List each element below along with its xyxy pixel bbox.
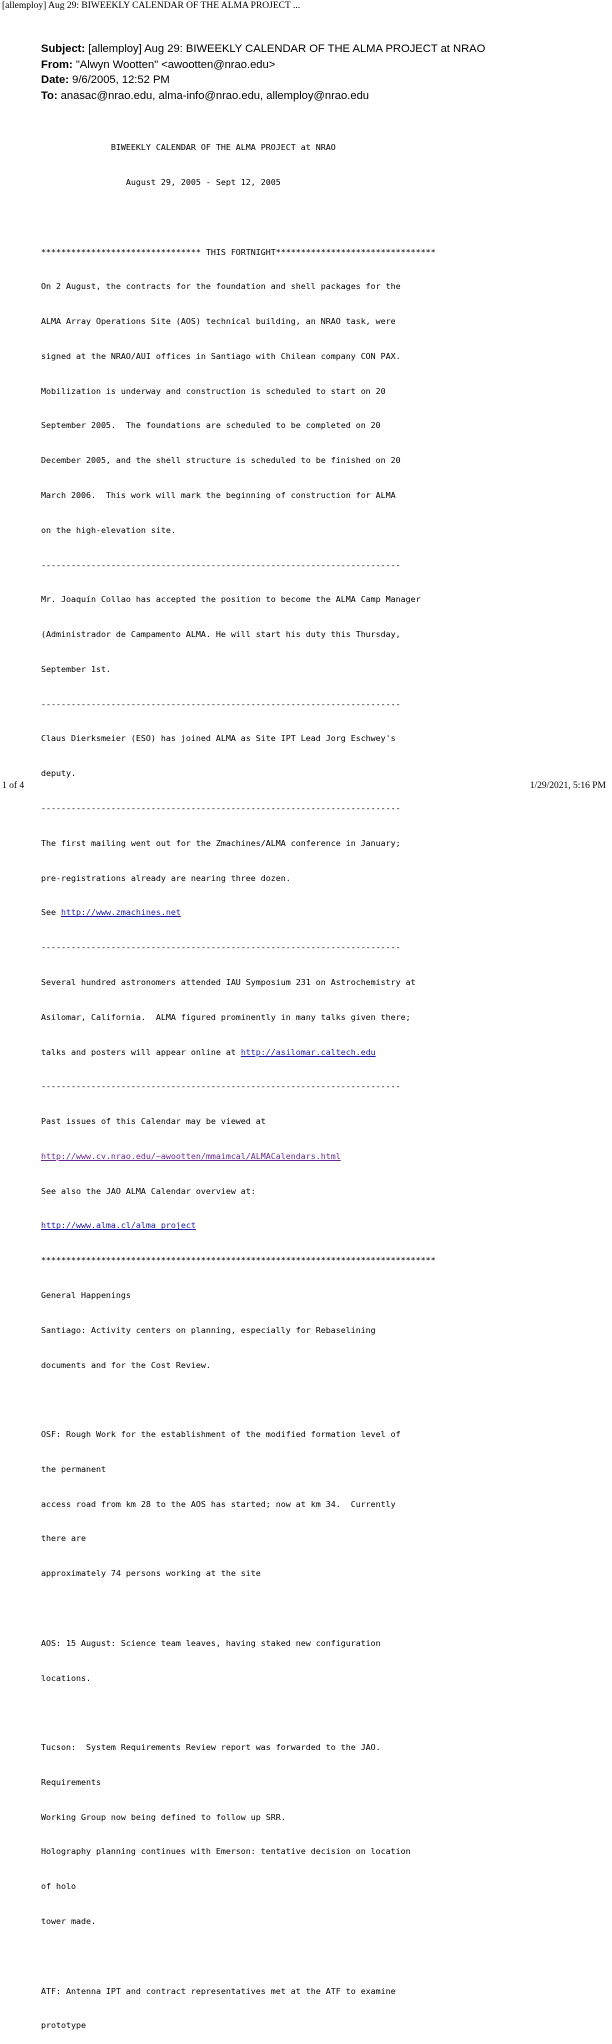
subject-label: Subject: [41, 43, 86, 55]
paragraph-line: there are [41, 1533, 86, 1544]
paragraph-line: OSF: Rough Work for the establishment of the modified formation level of [41, 1429, 401, 1440]
see-text: See [41, 907, 61, 918]
divider: ------------------------------------------------------------------------ [41, 1081, 401, 1092]
to-label: To: [41, 89, 58, 102]
paragraph-line: Mobilization is underway and construction is scheduled to start on 20 [41, 385, 386, 396]
talks-text: talks and posters will appear online at [41, 1046, 241, 1057]
paragraph-line: Working Group now being defined to follow up SRR. [41, 1811, 286, 1822]
paragraph-line: documents and for the Cost Review. [41, 1359, 211, 1370]
paragraph-line: prototype [41, 2020, 86, 2031]
subject-row [41, 42, 485, 58]
calendar-dates: August 29, 2005 - Sept 12, 2005 [41, 176, 281, 187]
paragraph-line: September 2005. The foundations are scheduled to be completed on 20 [41, 420, 381, 431]
fortnight-rule: ******************************** THIS FORTNIGHT******************************** [41, 246, 436, 257]
calendar-title: BIWEEKLY CALENDAR OF THE ALMA PROJECT at NRAO [41, 142, 336, 153]
date-value: 9/6/2005, 12:52 PM [72, 74, 170, 86]
paragraph-line: See also the JAO ALMA Calendar overview at: [41, 1185, 256, 1196]
paragraph-line: September 1st. [41, 663, 111, 674]
section-heading: General Happenings [41, 1289, 131, 1300]
paragraph-line [41, 1047, 436, 1059]
paragraph-line: Several hundred astronomers attended IAU Symposium 231 on Astrochemistry at [41, 976, 416, 987]
paragraph-line: Tucson: System Requirements Review report was forwarded to the JAO. [41, 1742, 381, 1753]
paragraph-line: Past issues of this Calendar may be viewed at [41, 1116, 266, 1127]
paragraph-line: access road from km 28 to the AOS has started; now at km 34. Currently [41, 1498, 396, 1509]
paragraph-line: Claus Dierksmeier (ESO) has joined ALMA as Site IPT Lead Jorg Eschwey's [41, 733, 396, 744]
asilomar-link[interactable]: http://asilomar.caltech.edu [240, 1046, 376, 1057]
to-value: anasac@nrao.edu, alma-info@nrao.edu, allemploy@nrao.edu [60, 89, 370, 102]
spacer [41, 1707, 436, 1719]
paragraph-line: (Administrador de Campamento ALMA. He will start his duty this Thursday, [41, 629, 401, 640]
spacer [41, 1951, 436, 1963]
paragraph-line: Santiago: Activity centers on planning, especially for Rebaselining [41, 1324, 376, 1335]
paragraph-line: pre-registrations already are nearing three dozen. [41, 872, 291, 883]
paragraph-line: On 2 August, the contracts for the foundation and shell packages for the [41, 281, 401, 292]
paragraph-line: ALMA Array Operations Site (AOS) technical building, an NRAO task, were [41, 316, 396, 327]
star-rule: ******************************************************************************* [41, 1255, 436, 1266]
email-headers [41, 42, 485, 104]
divider: ------------------------------------------------------------------------ [41, 698, 401, 709]
paragraph-line: tower made. [41, 1916, 96, 1927]
paragraph-line: March 2006. This work will mark the beginning of construction for ALMA [41, 490, 396, 500]
jao-calendar-link[interactable]: http://www.alma.cl/alma_project [41, 1220, 196, 1231]
date-row [41, 73, 485, 89]
divider: ------------------------------------------------------------------------ [41, 942, 401, 953]
divider: ------------------------------------------------------------------------ [41, 559, 401, 570]
paragraph-line [41, 1220, 436, 1232]
page-number: 1 of 4 [2, 781, 25, 791]
paragraph-line: December 2005, and the shell structure is scheduled to be finished on 20 [41, 455, 401, 466]
print-header-title: [allemploy] Aug 29: BIWEEKLY CALENDAR OF THE ALMA PROJECT ... [2, 1, 301, 11]
paragraph-line: Mr. Joaquín Collao has accepted the position to become the ALMA Camp Manager [41, 594, 421, 605]
paragraph-line: of holo [41, 1881, 76, 1892]
message-body [41, 119, 436, 2044]
to-row [41, 89, 485, 105]
from-row [41, 58, 485, 74]
paragraph-line: approximately 74 persons working at the site [41, 1568, 261, 1579]
paragraph-line: Holography planning continues with Emerson: tentative decision on location [41, 1846, 411, 1857]
zmachines-link[interactable]: http://www.zmachines.net [60, 907, 181, 918]
paragraph-line: AOS: 15 August: Science team leaves, having staked new configuration [41, 1637, 381, 1648]
past-issues-link[interactable]: http://www.cv.nrao.edu/~awootten/mmaimcal/ALMACalendars.html [41, 1150, 341, 1161]
paragraph-line [41, 907, 436, 919]
paragraph-line [41, 1151, 436, 1163]
spacer [41, 1603, 436, 1615]
print-timestamp: 1/29/2021, 5:16 PM [529, 781, 606, 791]
paragraph-line: on the high-elevation site. [41, 524, 176, 535]
spacer [41, 1394, 436, 1406]
date-label: Date: [41, 74, 69, 86]
paragraph-line: Asilomar, California. ALMA figured prominently in many talks given there; [41, 1011, 411, 1022]
paragraph-line: Requirements [41, 1776, 101, 1787]
divider: ------------------------------------------------------------------------ [41, 803, 401, 814]
paragraph-line: deputy. [41, 768, 76, 779]
paragraph-line: signed at the NRAO/AUI offices in Santiago with Chilean company CON PAX. [41, 350, 401, 361]
spacer [41, 212, 436, 224]
paragraph-line: locations. [41, 1672, 91, 1683]
paragraph-line: the permanent [41, 1463, 106, 1474]
from-value: "Alwyn Wootten" <awootten@nrao.edu> [75, 58, 276, 71]
from-label: From: [41, 58, 73, 71]
subject-value: [allemploy] Aug 29: BIWEEKLY CALENDAR OF THE ALMA PROJECT at NRAO [88, 43, 486, 55]
paragraph-line: The first mailing went out for the Zmachines/ALMA conference in January; [41, 837, 401, 848]
paragraph-line: ATF: Antenna IPT and contract representatives met at the ATF to examine [41, 1985, 396, 1996]
